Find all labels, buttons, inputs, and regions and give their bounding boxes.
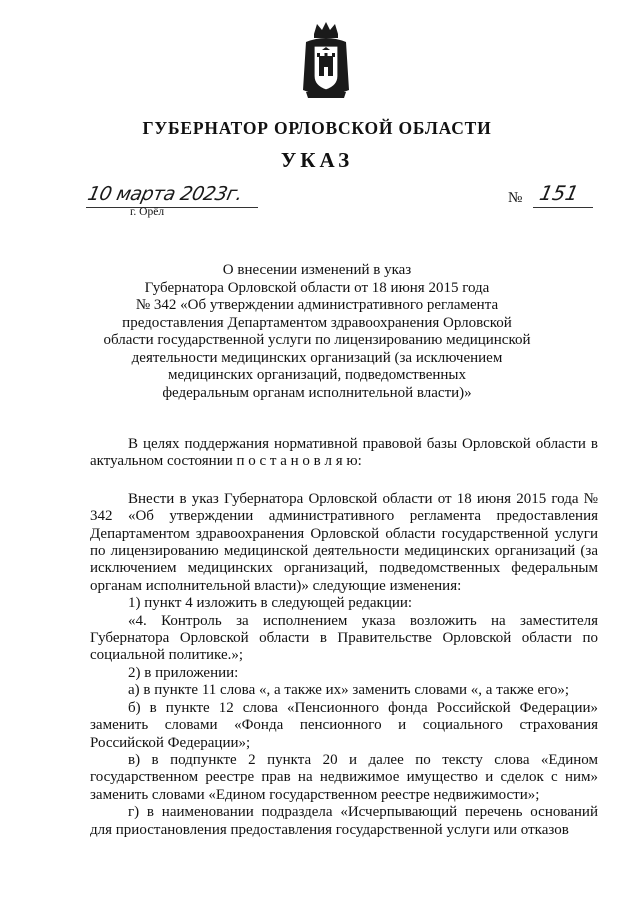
document-subject	[90, 262, 544, 402]
city-label: г. Орёл	[130, 206, 165, 218]
handwritten-date: 10 марта 2023г.	[85, 183, 245, 205]
subject-line: деятельности медицинских организаций (за исключением	[131, 349, 503, 366]
subject-line: области государственной услуги по лицензированию медицинской	[103, 332, 531, 348]
subject-line: Губернатора Орловской области от 18 июня 2015 года	[144, 279, 490, 296]
item-1-text: «4. Контроль за исполнением указа возложить на заместителя Губернатора Орловской области в Правительстве Орловской области по социальной политике.»;	[90, 612, 598, 664]
number-label: №	[508, 190, 523, 206]
subject-line: предоставления Департаментом здравоохранения Орловской	[122, 314, 512, 331]
subject-line: медицинских организаций, подведомственных	[168, 367, 466, 383]
document-type-heading: УКАЗ	[280, 148, 354, 172]
subject-line: федеральным органам исполнительной власти)»	[162, 384, 472, 401]
item-2a: а) в пункте 11 слова «, а также их» заменить словами «, а также его»;	[128, 682, 570, 699]
subject-line: № 342 «Об утверждении административного регламента	[135, 297, 499, 313]
intro-paragraph: Внести в указ Губернатора Орловской области от 18 июня 2015 года № 342 «Об утверждении административного регламента предоставления Департаментом здравоохранения Орловской области государственной услуги по лицензированию медицинской деятельности медицинских организаций (за исключением медицинских организаций, подведомственных федеральным органам исполнительной власти)» следующие изменения:	[90, 490, 598, 594]
item-2c: в) в подпункте 2 пункта 20 и далее по тексту слова «Едином государственном реестре прав на недвижимое имущество и сделок с ним» заменить словами «Едином государственном реестре недвижимости»;	[90, 751, 598, 803]
coat-of-arms-emblem	[300, 20, 352, 102]
item-2b: б) в пункте 12 слова «Пенсионного фонда Российской Федерации» заменить словами «Фонда пенсионного и социального страхования Российской Федерации»;	[90, 699, 598, 751]
document-body	[90, 436, 598, 839]
handwritten-number: 151	[537, 181, 581, 205]
preamble-paragraph: В целях поддержания нормативной правовой базы Орловской области в актуальном состоянии п о с т а н о в л я ю:	[90, 436, 598, 470]
item-2: 2) в приложении:	[128, 664, 239, 681]
issuer-heading: ГУБЕРНАТОР ОРЛОВСКОЙ ОБЛАСТИ	[142, 118, 492, 138]
date-underline	[86, 207, 258, 208]
item-1: 1) пункт 4 изложить в следующей редакции:	[128, 595, 413, 612]
number-underline	[533, 207, 593, 208]
item-2d: г) в наименовании подраздела «Исчерпывающий перечень оснований для приостановления предоставления государственной услуги или отказов	[90, 804, 598, 838]
subject-line: О внесении изменений в указ	[222, 262, 412, 278]
